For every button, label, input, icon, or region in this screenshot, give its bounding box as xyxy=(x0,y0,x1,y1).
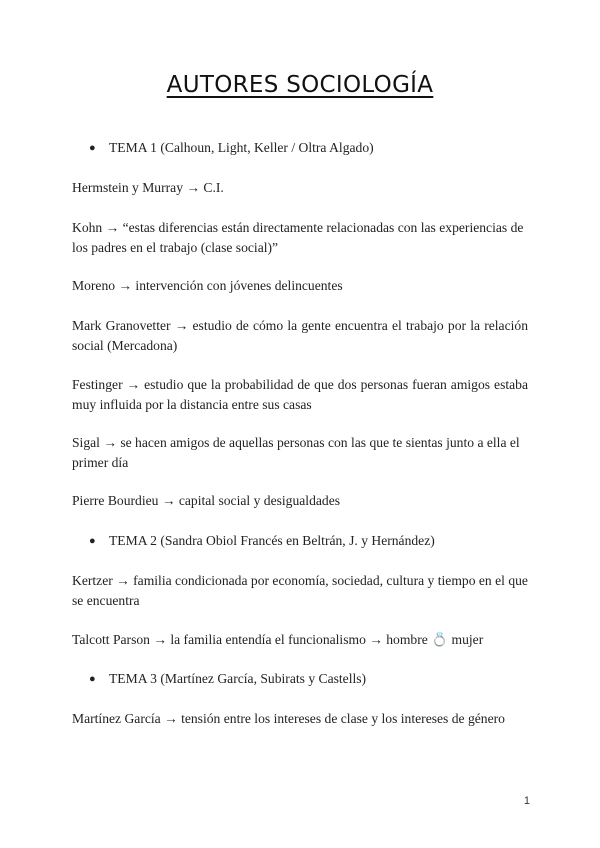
entry-kohn: Kohn → “estas diferencias están directamente relacionadas con las experiencias de los padres en el trabajo (clase social)” xyxy=(72,220,524,255)
entry-kertzer: Kertzer → familia condicionada por economía, sociedad, cultura y tiempo en el que se encuentra xyxy=(72,573,528,608)
bullet-icon: ● xyxy=(89,673,96,685)
section-heading-label: TEMA 1 (Calhoun, Light, Keller / Oltra Algado) xyxy=(109,140,374,155)
section-heading-tema-2 xyxy=(89,531,529,551)
bullet-icon: ● xyxy=(89,535,96,547)
section-heading-tema-1 xyxy=(89,138,529,158)
bullet-icon: ● xyxy=(89,142,96,154)
entry-sigal: Sigal → se hacen amigos de aquellas personas con las que te sientas junto a ella el primer día xyxy=(72,435,520,470)
section-heading-label: TEMA 2 (Sandra Obiol Francés en Beltrán, J. y Hernández) xyxy=(109,533,435,548)
entry-hermstein-murray: Hermstein y Murray → C.I. xyxy=(72,180,224,195)
entry-bourdieu: Pierre Bourdieu → capital social y desigualdades xyxy=(72,493,341,508)
entry-moreno: Moreno → intervención con jóvenes delincuentes xyxy=(72,278,343,293)
section-heading-tema-3 xyxy=(89,669,529,689)
page-number: 1 xyxy=(523,795,530,807)
entry-festinger: Festinger → estudio que la probabilidad de que dos personas fueran amigos estaba muy influida por la distancia entre sus casas xyxy=(72,377,528,412)
entry-martinez-garcia: Martínez García → tensión entre los intereses de clase y los intereses de género xyxy=(72,711,505,726)
entry-talcott-parson: Talcott Parson → la familia entendía el funcionalismo → hombre 💍 mujer xyxy=(72,632,484,647)
entry-granovetter: Mark Granovetter → estudio de cómo la gente encuentra el trabajo por la relación social (Mercadona) xyxy=(72,318,528,353)
page-title: AUTORES SOCIOLOGÍA xyxy=(166,72,434,98)
section-heading-label: TEMA 3 (Martínez García, Subirats y Castells) xyxy=(109,671,367,686)
